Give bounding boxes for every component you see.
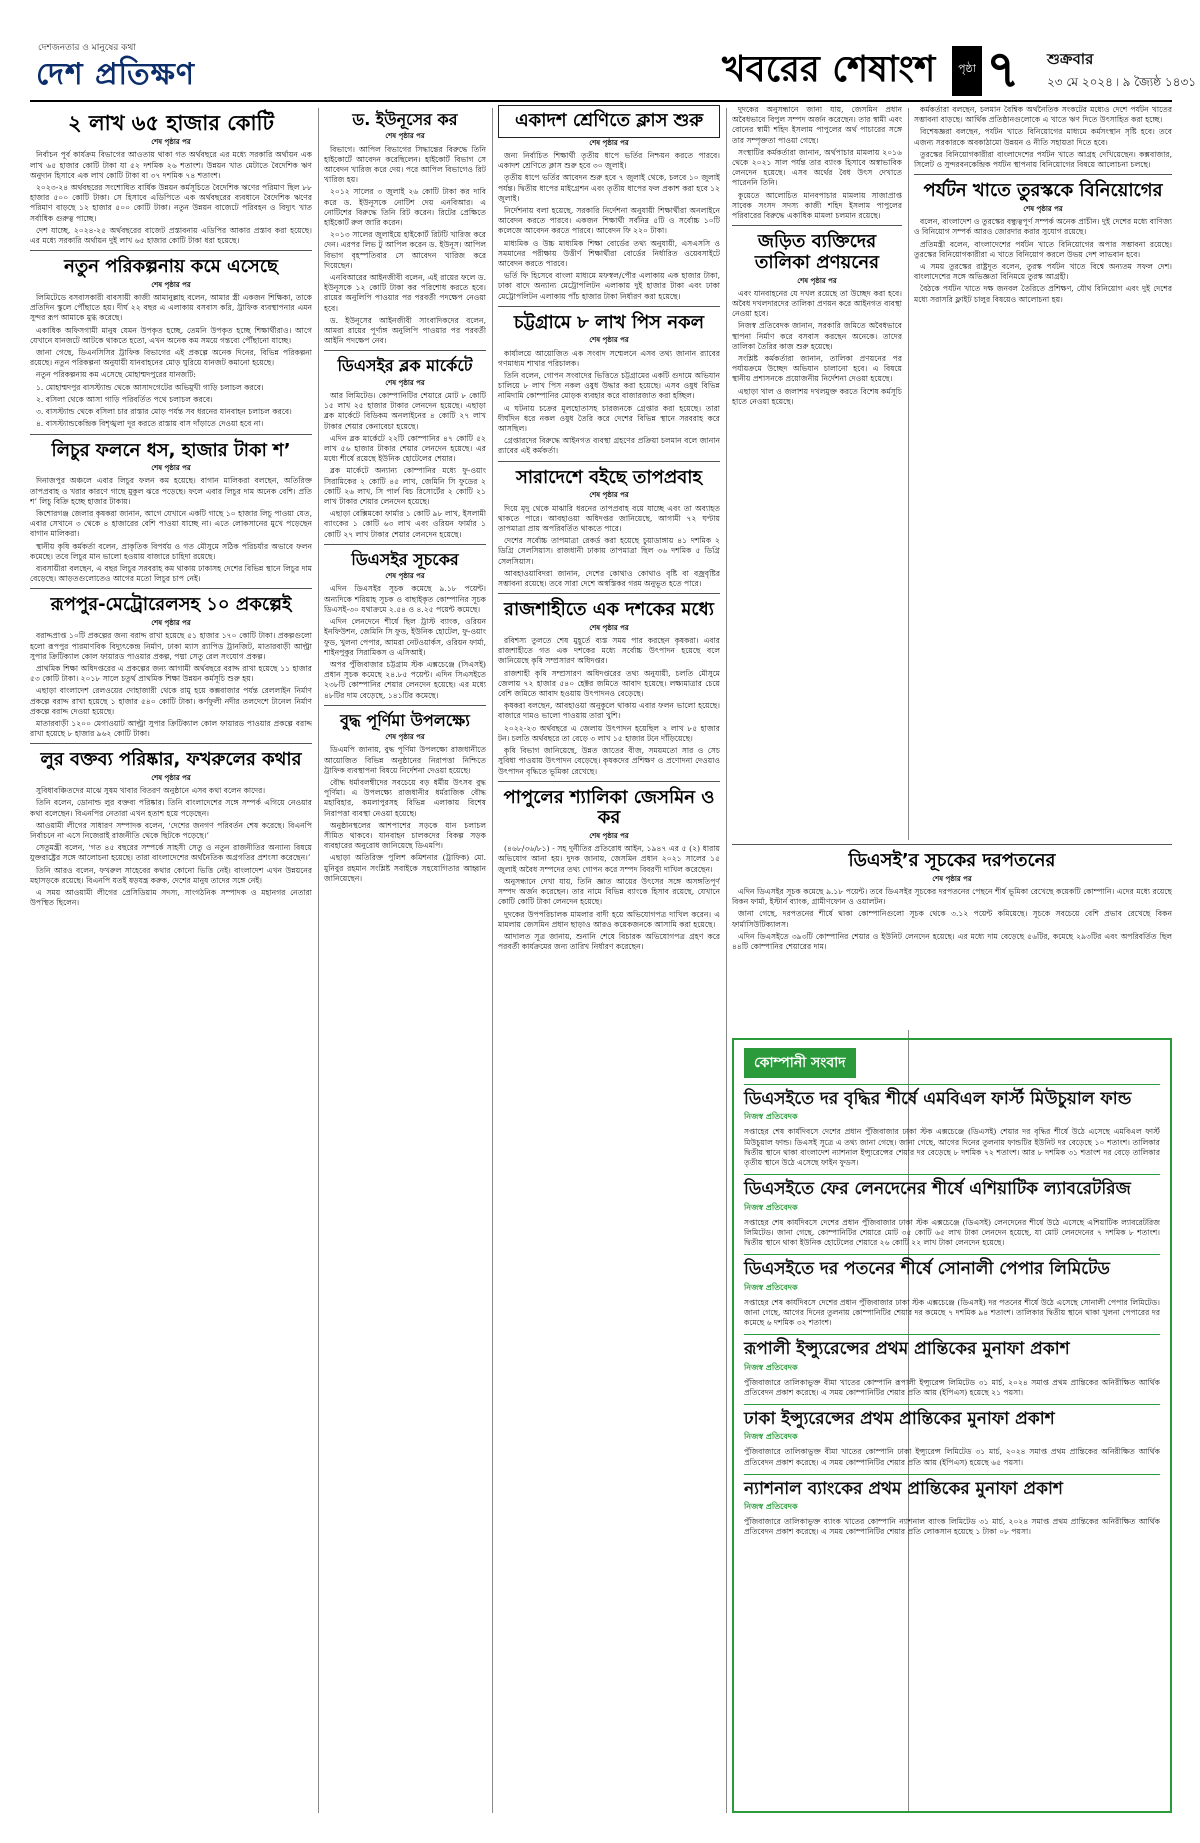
article-paragraph: মাতারবাড়ী ১২০০ মেগাওয়াট আল্ট্রা সুপার ক্রিটিক্যাল কোল ফায়ারড পাওয়ার প্রকল্পে বরাদ্দ রাখা হয়েছে ৮ হাজার ৯৬২ কোটি টাকা।: [30, 718, 312, 739]
company-news-headline: ঢাকা ইন্স্যুরেন্সের প্রথম প্রান্তিকের মুনাফা প্রকাশ: [744, 1404, 1160, 1429]
byline: নিজস্ব প্রতিবেদক: [744, 1502, 798, 1512]
company-news-item[interactable]: [744, 1174, 1160, 1248]
article-paragraph: দেশ যাচ্ছে, ২০২৪-২৫ অর্থবছরের বাজেট প্রস্তাবনায় এডিপির আকার প্রস্তাব করা হয়েছে। এর মধ্যে সরকারি অর্থায়ন দুই লাখ ৬৫ হাজার কোটি টাকা ধরা হয়েছে।: [30, 225, 312, 245]
article-paragraph: সপ্তাহের শেষ কার্যদিবসে দেশের প্রধান পুঁজিবাজার ঢাকা স্টক এক্সচেঞ্জে (ডিএসই) শেয়ার দর বৃদ্ধির শীর্ষে উঠে এসেছে এমবিএল ফার্স্ট মিউচুয়াল ফান্ড। ডিএসই সূত্রে এ তথ্য জানা গেছে। জানা গেছে, আগের দিনের তুলনায় ফান্ডটির ইউনিট দর বেড়েছে ১০ শতাংশ। তালিকার দ্বিতীয় স্থানে থাকা বাংলাদেশ ন্যাশনাল ইন্স্যুরেন্সের শেয়ার দর বেড়েছে ৮ দশমিক ৭২ শতাংশ। আর ৮ দশমিক ৩১ শতাংশ দর বেড়ে তালিকার তৃতীয় স্থানে উঠে এসেছে ফাইন ফুডস।: [744, 1127, 1160, 1167]
article-paragraph: ৪. বাসস্ট্যান্ডকেন্দ্রিক বিশৃঙ্খলা দূর করতে রাস্তায় বাস দাঁড়াতে দেওয়া হবে না।: [36, 419, 264, 429]
column-2: [324, 105, 486, 1813]
article-paragraph: এদিন ডিএসইর সূচক কমেছে ৯.১৮ পয়েন্ট। অন্যদিকে শরিয়াহ সূচক ও বাছাইকৃত কোম্পানির সূচক ডিএসই-৩০ যথাক্রমে ২.৫৪ ও ৪.২৫ পয়েন্ট কমেছে।: [324, 584, 486, 614]
company-news-item[interactable]: [744, 1334, 1160, 1398]
article-tourism-turkey[interactable]: [914, 181, 1172, 305]
article-headline: জড়িত ব্যক্তিদের তালিকা প্রণয়নের: [754, 231, 880, 273]
continued-label: শেষ পৃষ্ঠার পর: [151, 138, 191, 147]
article-paragraph: কর্মকর্তারা বলছেন, চলমান বৈশ্বিক অর্থনৈতিক সংকটের মধ্যেও দেশে পর্যটন খাতের সম্ভাবনা বাড়ছে। আর্থিক প্রতিষ্ঠানগুলোকে এ খাতে ঋণ দিতে উৎসাহিত করা হচ্ছে।: [914, 105, 1172, 125]
article-paragraph: আর লিমিটেড। কোম্পানিটির শেয়ারে মোট ৮ কোটি ১৫ লাখ ২৫ হাজার টাকার লেনদেন হয়েছে। এছাড়া ব্লক মার্কেটে বিডিকম অনলাইনের ৪ কোটি ২৭ লাখ টাকার শেয়ার কেনাবেচা হয়েছে।: [324, 391, 486, 431]
article-paragraph: ২. বসিলা থেকে আসা গাড়ি পরিবর্তিত পথে চলাচল করবে।: [36, 394, 213, 404]
section-title: খবরের শেষাংশ: [722, 49, 936, 90]
continued-label: শেষ পৃষ্ঠার পর: [589, 336, 629, 345]
article-paragraph: কুয়েতে আলোচিত মানবপাচার মামলায় সাজাপ্রাপ্ত সাবেক সংসদ সদস্য কাজী শহিদ ইসলাম পাপুলের পরিবারের বিরুদ্ধে একাধিক মামলা চলমান রয়েছে।: [732, 190, 902, 221]
company-news-body: [744, 1127, 1160, 1168]
article-class-eleven[interactable]: [498, 105, 720, 302]
headline-box: [498, 105, 720, 138]
article-paragraph: পুঁজিবাজারে তালিকাভুক্ত বীমা খাতের কোম্পানি ঢাকা ইন্স্যুরেন্স লিমিটেড ৩১ মার্চ, ২০২৪ সমাপ্ত প্রথম প্রান্তিকের অনিরীক্ষিত আর্থিক প্রতিবেদন প্রকাশ করেছে। এ সময় কোম্পানিটির শেয়ার প্রতি আয় (ইপিএস) হয়েছে ৬৫ পয়সা।: [744, 1447, 1160, 1467]
column-divider: [318, 108, 319, 1813]
newspaper-logo[interactable]: [36, 50, 266, 92]
company-news-body: [744, 1517, 1160, 1537]
article-rooppur[interactable]: [30, 595, 312, 739]
article-heatwave[interactable]: [498, 468, 720, 590]
article-paragraph: এছাড়া অতিরিক্ত পুলিশ কমিশনার (ট্রাফিক) মো. মুনিবুর রহমান সংশ্লিষ্ট সবাইকে সহযোগিতার আহ্বান জানিয়েছেন।: [324, 853, 486, 883]
article-paragraph: এছাড়া খাল ও জলাশয় দখলমুক্ত করতে বিশেষ কর্মসূচি হাতে নেওয়া হয়েছে।: [732, 386, 902, 406]
article-paragraph: আদালত সূত্র জানায়, শুনানি শেষে বিচারক অভিযোগপত্র গ্রহণ করে পরবর্তী কার্যক্রমের জন্য তারিখ নির্ধারণ করেছেন।: [498, 931, 720, 952]
article-paragraph: রাজশাহী কৃষি সম্প্রসারণ অধিদপ্তরের তথ্য অনুযায়ী, চলতি মৌসুমে জেলায় ৭২ হাজার ৫৪০ হেক্টর জমিতে আবাদ হয়েছে। লক্ষ্যমাত্রার চেয়ে বেশি জমিতে আবাদ হওয়ায় উৎপাদনও বেড়েছে।: [498, 668, 720, 699]
article-paragraph: ব্লক মার্কেটে অন্যান্য কোম্পানির মধ্যে ফু-ওয়াং সিরামিকের ২ কোটি ৪৫ লাখ, জেমিনি সি ফুডের ২ কোটি ২৬ লাখ, সি পার্ল বিচ রিসোর্টের ২ কোটি ২১ লাখ টাকার শেয়ার লেনদেন হয়েছে।: [324, 466, 486, 507]
article-paragraph: স্থানীয় কৃষি কর্মকর্তা বলেন, প্রাকৃতিক বিপর্যয় ও গত মৌসুমে সঠিক পরিচর্যার অভাবে ফলন কমেছে। তবে লিচুর মান ভালো হওয়ায় বাজারে চাহিদা রয়েছে।: [30, 541, 312, 561]
company-news-headline: ডিএসইতে ফের লেনদেনের শীর্ষে এশিয়াটিক ল্যাবরেটরিজ: [744, 1174, 1160, 1199]
article-dse-index[interactable]: [324, 551, 486, 701]
article-paragraph: ব্যবসায়ীরা বলছেন, এ বছর লিচুর সরবরাহ কম থাকায় ঢাকাসহ দেশের বিভিন্ন স্থানে লিচুর দাম বেড়েছে। আড়তগুলোতেও আগের মতো লিচুর চাপ নেই।: [30, 564, 312, 584]
article-paragraph: প্রাথমিক শিক্ষা অধিদপ্তরের এ প্রকল্পের জন্য আগামী অর্থবছরে বরাদ্দ রাখা হয়েছে ১১ হাজার ৫৩ কোটি টাকা। ২০১৮ সালে চতুর্থ প্রাথমিক শিক্ষা উন্নয়ন কর্মসূচি শুরু হয়।: [30, 663, 312, 684]
article-paragraph: সুবিধাবঞ্চিতদের মাঝে সুষম খাবার বিতরণ অনুষ্ঠানে এসব কথা বলেন কাদের।: [36, 786, 266, 796]
article-paragraph: লিমিটেডে বসবাসকারী বাবসায়ী কাজী আমানুল্লাহ বলেন, আমার স্ত্রী একজন শিক্ষিকা, তাকে প্রতিদিন স্কুলে পৌঁছাতে হয়। দীর্ঘ ২২ বছর এ এলাকায় বসবাস করি, ট্রাফিক ব্যবস্থাপনার এমন সুন্দর রূপ আমাকে মুগ্ধ করেছে।: [30, 293, 312, 323]
continued-label: শেষ পৃষ্ঠার পর: [385, 572, 425, 581]
article-paragraph: ২০১২ সালের ৩ জুলাই ২৬ কোটি টাকা কর দাবি করে ড. ইউনূসকে নোটিশ দেয় এনবিআর। এ নোটিশের বিরুদ্ধে তিনি রিট করেন। রিটের প্রেক্ষিতে হাইকোর্ট রুল জারি করেন।: [324, 187, 486, 228]
article-divider: [732, 225, 902, 226]
article-paragraph: নির্দেশনায় বলা হয়েছে, সরকারি নির্দেশনা অনুযায়ী শিক্ষার্থীরা অনলাইনে আবেদন করতে পারবে। একজন শিক্ষার্থী সর্বনিম্ন ৫টি ও সর্বোচ্চ ১০টি কলেজে আবেদন করতে পারবে। আবেদন ফি ২২০ টাকা।: [498, 205, 720, 236]
company-news-body: [744, 1298, 1160, 1329]
continued-label: শেষ পৃষ্ঠার পর: [151, 280, 191, 289]
article-paragraph: (৪৬৮/৩৬/৮১) - সহ দুর্নীতির প্রতিরোধ আইন, ১৯৪৭ এর ৫ (২) ধারায় অভিযোগ আনা হয়। দুদক জানায়, জেসমিন প্রধান ২০২১ সালের ১৫ জুলাই অবৈধ সম্পদের তথ্য গোপন করে সম্পদ বিবরণী দাখিল করেছেন।: [498, 844, 720, 874]
article-paragraph: আবহাওয়াবিদরা জানান, দেশের কোথাও কোথাও বৃষ্টি বা বজ্রবৃষ্টির সম্ভাবনা রয়েছে। তবে সারা দেশে অস্বস্তিকর গরম অনুভূত হতে পারে।: [498, 568, 720, 588]
article-paragraph: এ সময় তুরস্কের রাষ্ট্রদূত বলেন, তুরস্ক পর্যটন খাতে বিশ্বে অন্যতম সফল দেশ। বাংলাদেশের সঙ্গে অভিজ্ঞতা বিনিময়ে তুরস্ক আগ্রহী।: [914, 261, 1172, 282]
issue-day: শুক্রবার: [1047, 50, 1094, 68]
article-paragraph: অনুষ্ঠানস্থলের আশপাশের সড়কে যান চলাচল সীমিত থাকবে। যানবাহন চালকদের বিকল্প সড়ক ব্যবহারের অনুরোধ জানিয়েছে ডিএমপি।: [324, 820, 486, 851]
article-paragraph: বরাদ্দপ্রাপ্ত ১০টি প্রকল্পের জন্য বরাদ্দ রাখা হয়েছে ৫১ হাজার ১৭০ কোটি টাকা। প্রকল্পগুলো হলো রূপপুর পারমাণবিক বিদ্যুৎকেন্দ্র নির্মাণ, ঢাকা ম্যাস র‍্যাপিড ট্রানজিট, মাতারবাড়ী আল্ট্রা সুপার ক্রিটিক্যাল কোল ফায়ারড পাওয়ার প্রকল্প, পদ্মা সেতু রেল সংযোগ প্রকল্প।: [30, 631, 312, 661]
article-paragraph: সেতুমন্ত্রী বলেন, ‘গত ৪৫ বছরের সম্পর্কে সাহসী সেতু ও নতুন রাজনীতির অন্যান্য বিষয়ে যুক্তরাষ্ট্রের সঙ্গে আলোচনা হয়েছে। তারা বাংলাদেশের অর্থনৈতিক অগ্রগতির প্রশংসা করেছেন।’: [30, 843, 312, 863]
column-3: [498, 105, 720, 1813]
continued-label: শেষ পৃষ্ঠার পর: [151, 464, 191, 473]
article-divider: [30, 250, 312, 251]
masthead-tagline: দেশজনতার ও মানুষের কথা: [38, 43, 136, 53]
company-news-item[interactable]: [744, 1474, 1160, 1538]
page-label: পৃষ্ঠা: [952, 46, 982, 96]
article-paragraph: ২০১৩ সালের জুলাইয়ে হাইকোর্ট রিটটি খারিজ করে দেন। এরপর লিভ টু আপিল করেন ড. ইউনূস। আপিল বিভাগ বৃহস্পতিবার সে আবেদন খারিজ করে দিয়েছেন।: [324, 230, 486, 270]
article-paragraph: দুদকের অনুসন্ধানে জানা যায়, জেসমিন প্রধান অবৈধভাবে বিপুল সম্পদ অর্জন করেছেন। তার স্বামী এবং বোনের স্বামী শহিদ ইসলাম পাপুলের অর্থ পাচারের সঙ্গে তার সম্পৃক্ততা পাওয়া গেছে।: [732, 105, 902, 145]
article-paragraph: তিনি বলেন, গোপন সংবাদের ভিত্তিতে চট্টগ্রামের একটি গুদামে অভিযান চালিয়ে ৮ লাখ পিস নকল ওষুধ উদ্ধার করা হয়েছে। এসব ওষুধ বিভিন্ন নামিদামি কোম্পানির মোড়ক ব্যবহার করে বাজারজাত করা হচ্ছিল।: [498, 371, 720, 401]
company-news-headline: ডিএসইতে দর পতনের শীর্ষে সোনালী পেপার লিমিটেড: [744, 1254, 1160, 1279]
masthead: [0, 0, 1200, 110]
article-paragraph: ২০২৩-২৪ অর্থবছরের সংশোধিত বার্ষিক উন্নয়ন কর্মসূচিতে বৈদেশিক ঋণের পরিমাণ ছিল ৮৮ হাজার ৫০০ কোটি টাকা। সে হিসাবে এডিপিতে এক অর্থবছরের ব্যবধানে বৈদেশিক ঋণের পরিমাণ বাড়ছে ১২ হাজার ৫০০ কোটি টাকা। নতুন উন্নয়ন বাজেটে পরিবহন ও বিদ্যুৎ খাত সর্বাধিক গুরুত্ব পাচ্ছে।: [30, 182, 312, 223]
byline: নিজস্ব প্রতিবেদক: [744, 1202, 798, 1212]
column-divider: [726, 108, 727, 1813]
article-paragraph: ড. ইউনূসের আইনজীবী সাংবাদিকদের বলেন, আমরা রায়ের পূর্ণাঙ্গ অনুলিপি পাওয়ার পর পরবর্তী আইনি পদক্ষেপ নেব।: [324, 315, 486, 346]
article-paragraph: মাধ্যমিক ও উচ্চ মাধ্যমিক শিক্ষা বোর্ডের তথ্য অনুযায়ী, এসএসসি ও সমমানের পরীক্ষায় উত্তীর্ণ শিক্ষার্থীরা বোর্ডের নির্ধারিত ওয়েবসাইটে আবেদন করতে পারবে।: [498, 238, 720, 268]
article-divider: [30, 743, 312, 744]
article-paragraph: কৃষকরা বলছেন, আবহাওয়া অনুকূলে থাকায় এবার ফলন ভালো হয়েছে। বাজারে দামও ভালো পাওয়ায় তারা খুশি।: [498, 701, 720, 721]
article-headline: পর্যটন খাতে তুরস্ককে বিনিয়োগের: [923, 180, 1163, 202]
article-tourism-intro[interactable]: [914, 105, 1172, 170]
article-paragraph: আওয়ামী লীগের সাধারণ সম্পাদক বলেন, ‘দেশের জনগণ পরিবর্তন শেষ করেছে। বিএনপি নির্বাচনে না এসে নিজেরাই রাজনীতি থেকে ছিটকে পড়েছে।’: [30, 820, 312, 841]
article-paragraph: গ্রেপ্তারদের বিরুদ্ধে আইনগত ব্যবস্থা গ্রহণের প্রক্রিয়া চলমান বলে জানান র‍্যাবের এই কর্মকর্তা।: [498, 436, 720, 456]
article-paragraph: নিজস্ব প্রতিবেদক জানান, সরকারি জমিতে অবৈধভাবে স্থাপনা নির্মাণ করে বসবাস করছেন অনেকে। তাদের তালিকা তৈরির কাজ শুরু হয়েছে।: [732, 321, 902, 351]
company-news-headline: ডিএসইতে দর বৃদ্ধির শীর্ষে এমবিএল ফার্স্ট মিউচুয়াল ফান্ড: [744, 1084, 1160, 1109]
company-news-headline: ন্যাশনাল ব্যাংকের প্রথম প্রান্তিকের মুনাফা প্রকাশ: [744, 1474, 1160, 1499]
article-paragraph: কৃষি বিভাগ জানিয়েছে, উন্নত জাতের বীজ, সময়মতো সার ও সেচ সুবিধা পাওয়ায় উৎপাদন বেড়েছে। কৃষকদের প্রশিক্ষণ ও প্রণোদনা দেওয়াও উৎপাদন বৃদ্ধিতে ভূমিকা রেখেছে।: [498, 746, 720, 776]
continued-label: শেষ পৃষ্ঠার পর: [797, 276, 837, 285]
company-news-item[interactable]: [744, 1254, 1160, 1328]
article-headline: লিচুর ফলনে ধস, হাজার টাকা শ’: [51, 439, 291, 461]
article-buddha-purnima[interactable]: [324, 712, 486, 884]
article-headline: একাদশ শ্রেণিতে ক্লাস শুরু: [514, 110, 704, 131]
byline: নিজস্ব প্রতিবেদক: [744, 1112, 798, 1122]
article-paragraph: জানা গেছে, দরপতনের শীর্ষে থাকা কোম্পানিগুলো সূচক থেকে ৩.১২ পয়েন্ট কমিয়েছে। সূচকে সবচেয়ে বেশি প্রভাব রেখেছে বিকন ফার্মাসিউটিক্যালস।: [732, 909, 1172, 929]
article-paragraph: এদিন লেনদেনে শীর্ষে ছিল ট্রাস্ট ব্যাংক, ওরিয়ন ইনফিউশন, জেমিনি সি ফুড, ইউনিক হোটেল, ফু-ওয়াং ফুড, খুলনা পেপার, আমরা নেটওয়ার্কস, ওরিয়ন ফার্মা, শাইনপুকুর সিরামিকস ও এসিআই।: [324, 617, 486, 657]
article-paragraph: তিনি বলেন, ডোনাল্ড লুর বক্তব্য পরিষ্কার। তিনি বাংলাদেশের সঙ্গে সম্পর্ক এগিয়ে নেওয়ার কথা বলেছেন। বিএনপির নেতারা এখন হতাশ হয়ে পড়েছেন।: [30, 798, 312, 818]
article-new-plan[interactable]: [30, 257, 312, 429]
article-divider: [914, 174, 1172, 175]
article-paragraph: এছাড়া বেক্সিমকো ফার্মার ১ কোটি ৯৮ লাখ, ইসলামী ব্যাংকের ১ কোটি ৬৩ লাখ এবং ওরিয়ন ফার্মার ১ কোটি ২৭ লাখ টাকার শেয়ার লেনদেন হয়েছে।: [324, 509, 486, 539]
continued-label: শেষ পৃষ্ঠার পর: [1023, 204, 1063, 213]
article-paragraph: এদিন ডিএসইতে ৩৯৩টি কোম্পানির শেয়ার ও ইউনিট লেনদেন হয়েছে। এর মধ্যে দাম বেড়েছে ৫৬টির, কমেছে ২৯৩টির এবং অপরিবর্তিত ছিল ৪৪টি কোম্পানির শেয়ারের দাম।: [732, 931, 1172, 951]
continued-label: শেষ পৃষ্ঠার পর: [385, 733, 425, 742]
column-divider: [492, 108, 493, 1813]
continued-label: শেষ পৃষ্ঠার পর: [385, 132, 425, 141]
article-paragraph: একাধিক অফিসগামী মানুষ যেমন উপকৃত হচ্ছে, তেমনি উপকৃত হচ্ছে শিক্ষার্থীরাও। আগে যেখানে যানজটে আটকে থাকতে হতো, এখন অনেক কম সময়ে গন্তব্যে পৌঁছানো যাচ্ছে।: [30, 325, 312, 345]
company-news-body: [744, 1218, 1160, 1249]
article-paragraph: ডিএমপি জানায়, বুদ্ধ পূর্ণিমা উপলক্ষ্যে রাজধানীতে আয়োজিত বিভিন্ন অনুষ্ঠানের নিরাপত্তা নিশ্চিতে ট্রাফিক ব্যবস্থাপনা বিষয়ে নির্দেশনা দেওয়া হয়েছে।: [324, 745, 486, 775]
column-5: [914, 105, 1172, 825]
issue-date: ২৩ মে ২০২৪ ৷ ৯ জ্যৈষ্ঠ ১৪৩১: [1047, 75, 1197, 89]
article-headline: ২ লাখ ৬৫ হাজার কোটি: [67, 111, 274, 135]
article-paragraph: এ ঘটনায় চক্রের মূলহোতাসহ চারজনকে গ্রেপ্তার করা হয়েছে। তারা দীর্ঘদিন ধরে নকল ওষুধ তৈরি করে দেশের বিভিন্ন স্থানে সরবরাহ করে আসছিল।: [498, 403, 720, 434]
article-paragraph: দিনাজপুর অঞ্চলে এবার লিচুর ফলন কম হয়েছে। বাগান মালিকরা বলছেন, অতিরিক্ত তাপপ্রবাহ ও খরার কারণে গাছে মুকুল ঝরে পড়েছে। ফলে এবার লিচুর দাম অনেক বেশি। প্রতি শ’ লিচু বিক্রি হচ্ছে হাজার টাকায়।: [30, 476, 312, 506]
article-paragraph: এবং যানবাহনের যে দখল রয়েছে তা উচ্ছেদ করা হবে। অবৈধ দখলদারদের তালিকা প্রণয়ন করে আইনগত ব্যবস্থা নেওয়া হবে।: [732, 288, 902, 319]
article-divider: [498, 306, 720, 307]
article-paragraph: অনুসন্ধানে দেখা যায়, তিনি জ্ঞাত আয়ের উৎসের সঙ্গে অসঙ্গতিপূর্ণ সম্পদ অর্জন করেছেন। তার নামে বিভিন্ন ব্যাংকে হিসাব রয়েছে, যেখানে কোটি কোটি টাকা লেনদেন হয়েছে।: [498, 876, 720, 907]
article-paragraph: এদিন ব্লক মার্কেটে ২২টি কোম্পানির ৪৭ কোটি ৫২ লাখ ৫৬ হাজার টাকার শেয়ার লেনদেন হয়েছে। এর মধ্যে শীর্ষে রয়েছে ইউনিক হোটেলের শেয়ার।: [324, 433, 486, 464]
byline: নিজস্ব প্রতিবেদক: [744, 1432, 798, 1442]
article-divider: [498, 461, 720, 462]
page-number: ৭: [986, 40, 1020, 100]
article-paragraph: নতুন পরিকল্পনায় কম এসেছে মোহাম্মদপুরের যানজটি:: [36, 370, 196, 380]
article-paragraph: বিশেষজ্ঞরা বলছেন, পর্যটন খাতে বিনিয়োগের মাধ্যমে কর্মসংস্থান সৃষ্টি হবে। তবে এজন্য সরকারকে অবকাঠামো উন্নয়ন ও নীতি সহায়তা দিতে হবে।: [914, 127, 1172, 147]
article-paragraph: সপ্তাহের শেষ কার্যদিবসে দেশের প্রধান পুঁজিবাজার ঢাকা স্টক এক্সচেঞ্জে (ডিএসই) দর পতনের শীর্ষে উঠে এসেছে সোনালী পেপার লিমিটেড। জানা গেছে, আগের দিনের তুলনায় কোম্পানিটির শেয়ার দর কমেছে ৭ দশমিক ৯৪ শতাংশ। তালিকার দ্বিতীয় স্থানে থাকা খুলনা পেপারের দর কমেছে ৬ দশমিক ৩২ শতাংশ।: [744, 1297, 1160, 1327]
continued-label: শেষ পৃষ্ঠার পর: [589, 491, 629, 500]
article-headline: চট্টগ্রামে ৮ লাখ পিস নকল: [513, 311, 705, 333]
article-paragraph: বৌদ্ধ ধর্মাবলম্বীদের সবচেয়ে বড় ধর্মীয় উৎসব বুদ্ধ পূর্ণিমা। এ উপলক্ষ্যে রাজধানীর ধর্মরাজিক বৌদ্ধ মহাবিহার, কমলাপুরসহ বিভিন্ন এলাকায় বিশেষ নিরাপত্তা ব্যবস্থা নেওয়া হয়েছে।: [324, 777, 486, 818]
article-paragraph: দিয়ে মৃদু থেকে মাঝারি ধরনের তাপপ্রবাহ বয়ে যাচ্ছে এবং তা অব্যাহত থাকতে পারে। আবহাওয়া অধিদপ্তর জানিয়েছে, আগামী ৭২ ঘণ্টায় তাপমাত্রা প্রায় অপরিবর্তিত থাকতে পারে।: [498, 503, 720, 533]
article-paragraph: বলেন, বাংলাদেশ ও তুরস্কের বন্ধুত্বপূর্ণ সম্পর্ক অনেক প্রাচীন। দুই দেশের মধ্যে বাণিজ্য ও বিনিয়োগ সম্পর্ক আরও জোরদার করার সুযোগ রয়েছে।: [914, 217, 1172, 237]
article-headline: লুর বক্তব্য পরিষ্কার, ফখরুলের কথার: [40, 749, 302, 771]
continued-label: শেষ পৃষ্ঠার পর: [589, 138, 629, 147]
article-headline: ডিএসই’র সূচকের দরপতনের: [848, 850, 1056, 871]
article-divider: [324, 705, 486, 706]
article-paragraph: প্রতিমন্ত্রী বলেন, বাংলাদেশের পর্যটন খাতে বিনিয়োগের অপার সম্ভাবনা রয়েছে। তুরস্কের বিনিয়োগকারীরা এ খাতে বিনিয়োগ করলে উভয় দেশ লাভবান হবে।: [914, 239, 1172, 259]
continued-label: শেষ পৃষ্ঠার পর: [151, 774, 191, 783]
article-headline: নতুন পরিকল্পনায় কমে এসেছে: [64, 256, 278, 278]
company-news-item[interactable]: [744, 1084, 1160, 1168]
article-paragraph: জন্য নির্বাচিত শিক্ষার্থী তৃতীয় ধাপে ভর্তির নিশ্চয়ন করতে পারবে। একাদশ শ্রেণিতে ক্লাস শুরু হবে ৩০ জুলাই।: [498, 150, 720, 171]
article-paragraph: অপর পুঁজিবাজার চট্টগ্রাম স্টক এক্সচেঞ্জে (সিএসই) প্রধান সূচক কমেছে ২৪.৮৫ পয়েন্ট। এদিন সিএসইতে ২৩৮টি কোম্পানির শেয়ার লেনদেন হয়েছে। এর মধ্যে ৪৮টির দাম বেড়েছে, ১৪১টির কমেছে।: [324, 659, 486, 700]
continued-label: শেষ পৃষ্ঠার পর: [932, 874, 972, 883]
column-1: [30, 105, 312, 1813]
article-265-crore[interactable]: [30, 111, 312, 246]
article-paragraph: বৈঠকে পর্যটন খাতে দক্ষ জনবল তৈরিতে প্রশিক্ষণ, যৌথ বিনিয়োগ এবং দুই দেশের মধ্যে সরাসরি ফ্লাইট চালুর বিষয়েও আলোচনা হয়।: [914, 284, 1172, 304]
article-paragraph: দুদকের উপপরিচালক মামলার বাদী হয়ে অভিযোগপত্র দাখিল করেন। এ মামলায় জেসমিন প্রধান ছাড়াও আরও কয়েকজনকে আসামি করা হয়েছে।: [498, 909, 720, 929]
article-paragraph: এনবিআরের আইনজীবী বলেন, এই রায়ের ফলে ড. ইউনূসকে ১২ কোটি টাকা কর পরিশোধ করতে হবে। রায়ের অনুলিপি পাওয়ার পর পরবর্তী পদক্ষেপ নেওয়া হবে।: [324, 273, 486, 313]
article-headline: ড. ইউনূসের কর: [352, 110, 458, 129]
article-paragraph: এদিন ডিএসইর সূচক কমেছে ৯.১৮ পয়েন্ট। তবে ডিএসইর সূচকের দরপতনের পেছনে শীর্ষ ভূমিকা রেখেছে কয়েকটি কোম্পানি। এদের মধ্যে রয়েছে বিকন ফার্মা, ইস্টার্ন ব্যাংক, গ্রামীণফোন ও ওয়ালটন।: [732, 886, 1172, 907]
article-divider: [732, 844, 1172, 845]
article-rajshahi[interactable]: [498, 600, 720, 777]
article-headline: রূপপুর-মেট্রোরেলসহ ১০ প্রকল্পেই: [50, 594, 292, 616]
article-dse-block-market[interactable]: [324, 357, 486, 539]
company-news-body: [744, 1378, 1160, 1398]
article-paragraph: ২০২২-২৩ অর্থবছরে এ জেলায় উৎপাদন হয়েছিল ২ লাখ ৮৫ হাজার টন। চলতি অর্থবছরে তা বেড়ে ৩ লাখ ১৫ হাজার টনে দাঁড়িয়েছে।: [498, 723, 720, 743]
continued-label: শেষ পৃষ্ঠার পর: [385, 378, 425, 387]
article-divider: [498, 593, 720, 594]
masthead-divider: [30, 100, 1172, 102]
article-paragraph: বিভাগে। আপিল বিভাগের সিদ্ধান্তের বিরুদ্ধে তিনি হাইকোর্টে আবেদন করেছিলেন। হাইকোর্ট বিভাগ সে আবেদন খারিজ করে দেয়। পরে আপিল বিভাগেও রিট খারিজ হয়।: [324, 144, 486, 185]
article-paragraph: ভর্তি ফি হিসেবে বাংলা মাধ্যমে মফস্বল/পৌর এলাকায় এক হাজার টাকা, ঢাকা বাদে অন্যান্য মেট্রোপলিটন এলাকায় দুই হাজার টাকা এবং ঢাকা মেট্রোপলিটন এলাকায় পাঁচ হাজার টাকা নির্ধারণ করা হয়েছে।: [498, 271, 720, 301]
article-divider: [30, 588, 312, 589]
article-jesmin-continued[interactable]: [732, 105, 902, 221]
article-paragraph: পুঁজিবাজারে তালিকাভুক্ত ব্যাংক খাতের কোম্পানি ন্যাশনাল ব্যাংক লিমিটেড ৩১ মার্চ, ২০২৪ সমাপ্ত প্রথম প্রান্তিকের অনিরীক্ষিত আর্থিক প্রতিবেদন প্রকাশ করেছে। এ সময় কোম্পানিটির শেয়ার প্রতি লোকসান হয়েছে ১ টাকা ০৮ পয়সা।: [744, 1517, 1160, 1537]
article-divider: [324, 350, 486, 351]
byline: নিজস্ব প্রতিবেদক: [744, 1282, 798, 1292]
article-headline: সারাদেশে বইছে তাপপ্রবাহ: [516, 466, 702, 488]
article-divider: [498, 781, 720, 782]
article-divider: [30, 434, 312, 435]
continued-label: শেষ পৃষ্ঠার পর: [151, 619, 191, 628]
company-news-item[interactable]: [744, 1404, 1160, 1468]
article-paragraph: এছাড়া বাংলাদেশ রেলওয়ের দোহাজারী থেকে রামু হয়ে কক্সবাজার পর্যন্ত রেললাইন নির্মাণ প্রকল্পে বরাদ্দ রাখা হয়েছে ১ হাজার ৫৪০ কোটি টাকা। কর্ণফুলী নদীর তলদেশে টানেল নির্মাণ প্রকল্পে বরাদ্দ দেওয়া হয়েছে।: [30, 686, 312, 716]
article-lu-statement[interactable]: [30, 750, 312, 908]
article-lychee[interactable]: [30, 441, 312, 585]
company-news-header: কোম্পানী সংবাদ: [744, 1048, 856, 1078]
dse-downfall-section: [732, 840, 1172, 1030]
article-paragraph: দেশের সর্বোচ্চ তাপমাত্রা রেকর্ড করা হয়েছে চুয়াডাঙ্গায় ৪১ দশমিক ২ ডিগ্রি সেলসিয়াস। রাজধানী ঢাকায় তাপমাত্রা ছিল ৩৬ দশমিক ৫ ডিগ্রি সেলসিয়াস।: [498, 536, 720, 566]
article-headline: বুদ্ধ পূর্ণিমা উপলক্ষ্যে: [340, 710, 470, 730]
article-ctg-fake-medicine[interactable]: [498, 313, 720, 457]
article-paragraph: তৃতীয় ধাপে ভর্তির আবেদন শুরু হবে ৭ জুলাই থেকে, চলবে ১০ জুলাই পর্যন্ত। দ্বিতীয় ধাপের মাইগ্রেশন এবং তৃতীয় ধাপের ফল প্রকাশ করা হবে ১২ জুলাই।: [498, 173, 720, 203]
article-headline: পাপুলের শ্যালিকা জেসমিন ও কর: [503, 786, 715, 829]
byline: নিজস্ব প্রতিবেদক: [744, 1362, 798, 1372]
article-divider: [324, 544, 486, 545]
article-papul-jesmin[interactable]: [498, 788, 720, 953]
article-paragraph: ১. মোহাম্মদপুর বাসস্ট্যান্ড থেকে আসাদগেটের অভিমুখী গাড়ি চলাচল করবে।: [36, 382, 264, 392]
article-headline: ডিএসইর ব্লক মার্কেটে: [337, 356, 473, 376]
article-paragraph: সংশ্লিষ্ট কর্মকর্তারা জানান, তালিকা প্রণয়নের পর পর্যায়ক্রমে উচ্ছেদ অভিযান চালানো হবে। এ বিষয়ে স্থানীয় প্রশাসনকে প্রয়োজনীয় নির্দেশনা দেওয়া হয়েছে।: [732, 354, 902, 384]
company-news-headline: রূপালী ইন্স্যুরেন্সের প্রথম প্রান্তিকের মুনাফা প্রকাশ: [744, 1334, 1160, 1359]
article-paragraph: পুঁজিবাজারে তালিকাভুক্ত বীমা খাতের কোম্পানি রূপালী ইন্স্যুরেন্স লিমিটেড ৩১ মার্চ, ২০২৪ সমাপ্ত প্রথম প্রান্তিকের অনিরীক্ষিত আর্থিক প্রতিবেদন প্রকাশ করেছে। এ সময় কোম্পানিটির শেয়ার প্রতি আয় (ইপিএস) হয়েছে ২১ পয়সা।: [744, 1377, 1160, 1397]
article-paragraph: রবিশস্য তুলতে শেষ মুহূর্তে ব্যস্ত সময় পার করছেন কৃষকরা। এবার রাজশাহীতে গত এক দশকের মধ্যে সর্বোচ্চ উৎপাদন হয়েছে বলে জানিয়েছে কৃষি সম্প্রসারণ অধিদপ্তর।: [498, 636, 720, 666]
article-paragraph: কিশোরগঞ্জ জেলার কৃষকরা জানান, আগে যেখানে একটি গাছে ১০ হাজার লিচু পাওয়া যেত, এবার সেখানে ৩ থেকে ৪ হাজারের বেশি পাওয়া যাচ্ছে না। এতে লোকসানের মুখে পড়েছেন বাগান মালিকরা।: [30, 509, 312, 539]
article-paragraph: সংস্থাটির কর্মকর্তারা জানান, অর্থপাচার মামলায় ২০১৬ থেকে ২০২১ সাল পর্যন্ত তার ব্যাংক হিসাবে অস্বাভাবিক লেনদেন হয়েছে। এসব অর্থের বৈধ উৎস দেখাতে পারেননি তিনি।: [732, 147, 902, 188]
article-paragraph: তিনি আরও বলেন, ফখরুল সাহেবের কথার কোনো ভিত্তি নেই। বাংলাদেশ এখন উন্নয়নের মহাসড়কে রয়েছে। বিএনপি যতই ষড়যন্ত্র করুক, দেশের মানুষ তাদের সঙ্গে নেই।: [30, 865, 312, 885]
continued-label: শেষ পৃষ্ঠার পর: [589, 832, 629, 841]
article-paragraph: সপ্তাহের শেষ কার্যদিবসে দেশের প্রধান পুঁজিবাজার ঢাকা স্টক এক্সচেঞ্জে (ডিএসই) লেনদেনের শীর্ষে উঠে এসেছে এশিয়াটিক ল্যাবরেটরিজ লিমিটেড। জানা গেছে, কোম্পানিটির শেয়ারে মোট ৩৫ কোটি ৬৫ লাখ টাকা লেনদেন হয়েছে, যা মোট লেনদেনের ৭ দশমিক ৮ শতাংশ। দ্বিতীয় স্থানে থাকা ইউনিক হোটেলের শেয়ারে ২৬ কোটি ২২ লাখ টাকা লেনদেন হয়েছে।: [744, 1217, 1160, 1247]
article-yunus-tax[interactable]: [324, 111, 486, 346]
article-paragraph: তুরস্কের বিনিয়োগকারীরা বাংলাদেশের পর্যটন খাতে আগ্রহ দেখিয়েছেন। কক্সবাজার, সিলেট ও সুন্দরবনকেন্দ্রিক পর্যটন স্থাপনায় বিনিয়োগের বিষয়ে আলোচনা চলছে।: [914, 149, 1172, 170]
article-headline: রাজশাহীতে এক দশকের মধ্যে: [504, 599, 714, 621]
article-paragraph: জানা গেছে, ডিএনসিসির ট্রাফিক বিভাগের এই প্রকল্পে অনেক দিনের, বিভিন্ন পরিকল্পনা রয়েছে। নতুন পরিকল্পনা অনুযায়ী যানবাহনের মোড় ঘুরিয়ে যানজট কমানো হয়েছে।: [30, 348, 312, 368]
company-news-box: [732, 1038, 1172, 1813]
logo-text: দেশ প্রতিক্ষণ: [36, 57, 196, 92]
article-headline: ডিএসইর সূচকের: [351, 549, 459, 569]
article-paragraph: নির্বাচন পূর্ব কার্যক্রম বিভাগের আওতায় থাকা গত অর্থবছরে এর মধ্যে সরকারি অর্থায়ন এক লাখ ৬৫ হাজার কোটি টাকা যা ৫২ দশমিক ২৬ শতাংশ। উন্নয়ন খাত মেটাতে বৈদেশিক ঋণ অনুদান হিসাবে এক লাখ কোটি টাকা বা ৩৭ দশমিক ৭৪ শতাংশ।: [30, 150, 312, 180]
article-paragraph: এ সময় আওয়ামী লীগের প্রেসিডিয়াম সদস্য, সাংগঠনিক সম্পাদক ও মহানগর নেতারা উপস্থিত ছিলেন।: [30, 888, 312, 908]
article-paragraph: কার্যালয়ে আয়োজিত এক সংবাদ সম্মেলনে এসব তথ্য জানান র‍্যাবের গণমাধ্যম শাখার পরিচালক।: [498, 348, 720, 368]
article-dse-downfall[interactable]: [732, 851, 1172, 952]
continued-label: শেষ পৃষ্ঠার পর: [589, 623, 629, 632]
article-paragraph: ৩. বাসস্ট্যান্ড থেকে বসিলা চার রাস্তার মোড় পর্যন্ত সব ধরনের যানবাহন চলাচল করবে।: [36, 407, 292, 417]
article-encroachers-list[interactable]: [732, 232, 902, 407]
company-news-body: [744, 1447, 1160, 1467]
